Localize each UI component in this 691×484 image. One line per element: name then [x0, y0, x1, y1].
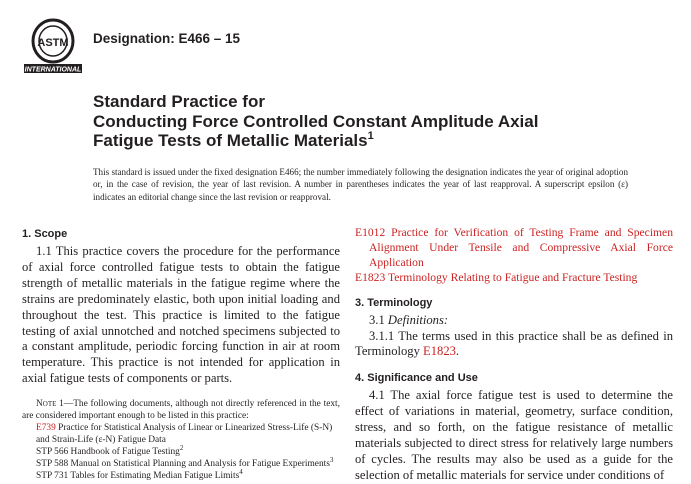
- para-4-1: 4.1 The axial force fatigue test is used to determine the effect of variations in material, geometry, surface condition, stress, and so forth, on the fatigue resistance of metallic materials subjected to direct stress for relatively large numbers of cycles. The results may also be used as a guide for the selection of metallic materials for service under conditions of: [355, 388, 673, 482]
- para-3-1-1: 3.1.1 The terms used in this practice shall be as defined in Terminology E1823.: [355, 328, 673, 359]
- terminology-heading: 3. Terminology: [355, 296, 433, 309]
- title-line-3: Fatigue Tests of Metallic Materials$^1$: [93, 130, 374, 150]
- ref-e1012: E1012 Practice for Verification of Testing Frame and Specimen Alignment Under Tensile and Compressive Axial Force Application: [355, 226, 673, 269]
- right-column: [355, 226, 673, 484]
- document-title: [93, 92, 653, 151]
- para-3-1: 3.1 Definitions:: [369, 312, 449, 327]
- ref-stp566: STP 566 Handbook of Fatigue Testing$^2$: [36, 444, 184, 458]
- astm-logo: [22, 17, 84, 73]
- scope-heading: 1. Scope: [22, 228, 68, 240]
- logo-caption: INTERNATIONAL: [24, 66, 82, 73]
- designation: Designation: E466 – 15: [93, 31, 241, 46]
- left-column: [22, 228, 340, 482]
- note-1: Note 1—The following documents, although not directly referenced in the text, are considered important enough to be listed in this practice:: [22, 399, 340, 422]
- ref-e739-link[interactable]: E739: [36, 423, 56, 434]
- title-line-2: Conducting Force Controlled Constant Amplitude Axial: [93, 111, 539, 131]
- ref-e1823-link[interactable]: E1823: [355, 270, 386, 284]
- logo-text: ASTM: [37, 37, 69, 49]
- ref-e1823: E1823 Terminology Relating to Fatigue and Fracture Testing: [355, 270, 638, 284]
- ref-e739: E739 Practice for Statistical Analysis of Linear or Linearized Stress-Life (S-N) and Strain-Life (ε-N) Fatigue Data: [36, 423, 333, 446]
- ref-e1823-inline-link[interactable]: E1823: [423, 344, 456, 359]
- title-line-1: Standard Practice for: [93, 92, 265, 111]
- ref-stp588: STP 588 Manual on Statistical Planning and Analysis for Fatigue Experiments$^3$: [36, 456, 334, 470]
- issuance-notice: This standard is issued under the fixed designation E466; the number immediately following the designation indicates the year of original adoption or, in the case of revision, the year of last revision. A number in parentheses indicates the year of last reapproval. A superscript epsilon (ε) indicates an editorial change since the last revision or reapproval.: [93, 167, 628, 202]
- ref-e1012-link[interactable]: E1012: [355, 226, 386, 239]
- para-1-1: 1.1 This practice covers the procedure for the performance of axial force controlled fatigue tests to obtain the fatigue strength of metallic materials in the fatigue regime where the strains are predominately elastic, both upon initial loading and throughout the test. This practice is limited to the fatigue testing of axial unnotched and notched specimens subjected to a constant amplitude, periodic forcing function in air at room temperature. This practice is not intended for application in axial fatigue tests of components or parts.: [22, 244, 340, 386]
- significance-heading: 4. Significance and Use: [355, 372, 478, 385]
- ref-stp731: STP 731 Tables for Estimating Median Fatigue Limits$^4$: [36, 468, 243, 482]
- title-footnote-mark: 1: [367, 130, 374, 142]
